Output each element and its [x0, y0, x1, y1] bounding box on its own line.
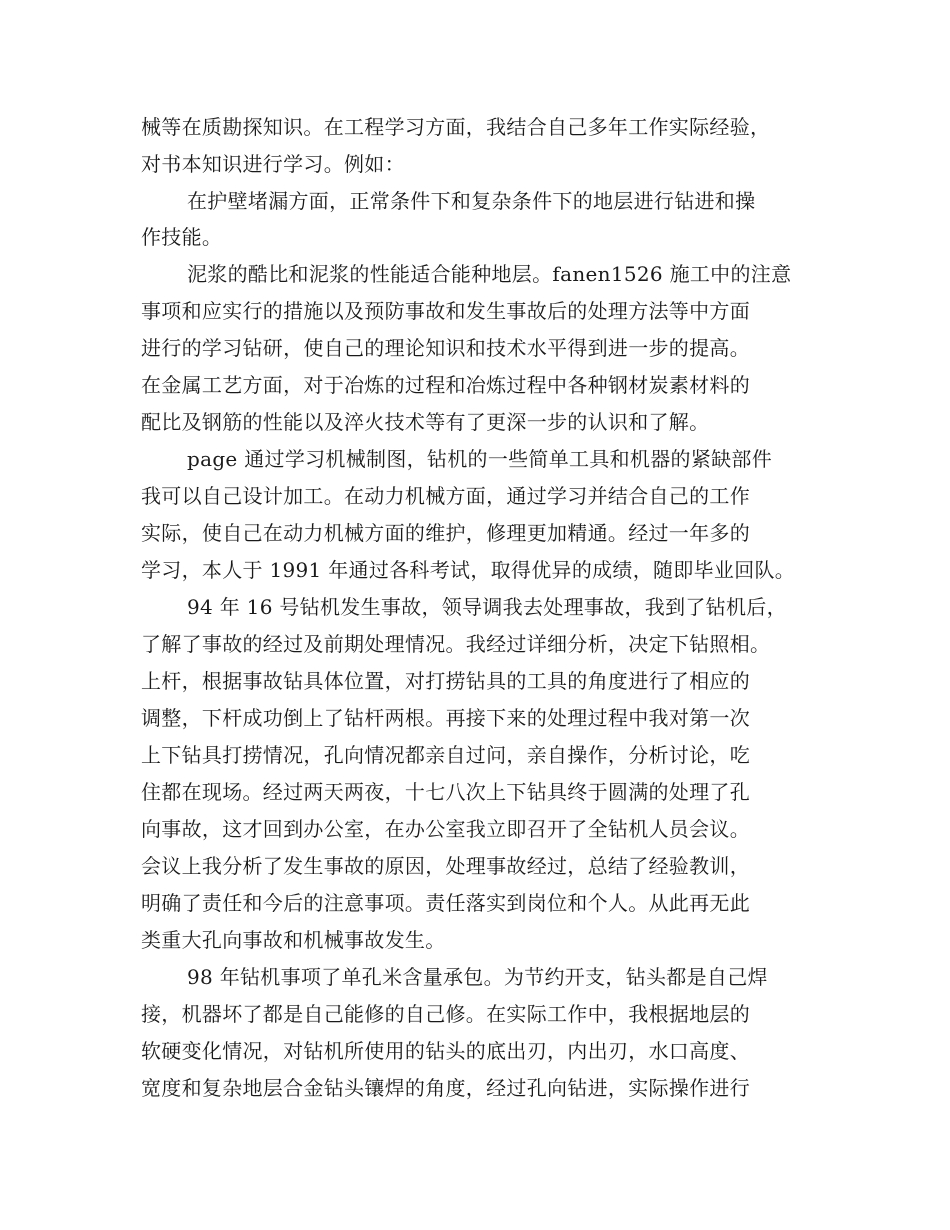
paragraph-start-line: page 通过学习机械制图，钻机的一些简单工具和机器的紧缺部件	[187, 447, 773, 471]
text-line: 会议上我分析了发生事故的原因，处理事故经过，总结了经验教训，	[141, 854, 750, 878]
paragraph-start-line: 94 年 16 号钻机发生事故，领导调我去处理事故，我到了钻机后，	[187, 595, 787, 619]
paragraph-start-line: 98 年钻机事项了单孔米含量承包。为节约开支，钻头都是自己焊	[187, 965, 768, 989]
text-line: 作技能。	[141, 225, 223, 249]
text-line: 学习，本人于 1991 年通过各科考试，取得优异的成绩，随即毕业回队。	[141, 558, 796, 582]
text-line: 明确了责任和今后的注意事项。责任落实到岗位和个人。从此再无此	[141, 891, 750, 915]
text-line: 我可以自己设计加工。在动力机械方面，通过学习并结合自己的工作	[141, 484, 750, 508]
text-line: 实际，使自己在动力机械方面的维护，修理更加精通。经过一年多的	[141, 521, 750, 545]
text-line: 向事故，这才回到办公室，在办公室我立即召开了全钻机人员会议。	[141, 817, 750, 841]
text-line: 上下钻具打捞情况，孔向情况都亲自过问，亲自操作，分析讨论，吃	[141, 743, 750, 767]
text-line: 接，机器坏了都是自己能修的自己修。在实际工作中，我根据地层的	[141, 1002, 750, 1026]
text-line: 进行的学习钻研，使自己的理论知识和技术水平得到进一步的提高。	[141, 336, 750, 360]
text-line: 宽度和复杂地层合金钻头镶焊的角度，经过孔向钻进，实际操作进行	[141, 1076, 750, 1100]
text-line: 械等在质勘探知识。在工程学习方面，我结合自己多年工作实际经验，	[141, 115, 771, 139]
text-line: 对书本知识进行学习。例如：	[141, 152, 405, 176]
text-line: 调整，下杆成功倒上了钻杆两根。再接下来的处理过程中我对第一次	[141, 706, 750, 730]
text-line: 类重大孔向事故和机械事故发生。	[141, 928, 446, 952]
paragraph-start-line: 泥浆的酷比和泥浆的性能适合能种地层。fanen1526 施工中的注意	[187, 262, 792, 286]
text-line: 住都在现场。经过两天两夜，十七八次上下钻具终于圆满的处理了孔	[141, 780, 750, 804]
text-line: 在金属工艺方面，对于冶炼的过程和冶炼过程中各种钢材炭素材料的	[141, 373, 750, 397]
text-line: 软硬变化情况，对钻机所使用的钻头的底出刃，内出刃，水口高度、	[141, 1039, 750, 1063]
text-line: 上杆，根据事故钻具体位置，对打捞钻具的工具的角度进行了相应的	[141, 669, 750, 693]
text-line: 配比及钢筋的性能以及淬火技术等有了更深一步的认识和了解。	[141, 410, 710, 434]
paragraph-start-line: 在护壁堵漏方面，正常条件下和复杂条件下的地层进行钻进和操	[187, 189, 756, 213]
text-line: 事项和应实行的措施以及预防事故和发生事故后的处理方法等中方面	[141, 299, 750, 323]
text-line: 了解了事故的经过及前期处理情况。我经过详细分析，决定下钻照相。	[141, 632, 771, 656]
